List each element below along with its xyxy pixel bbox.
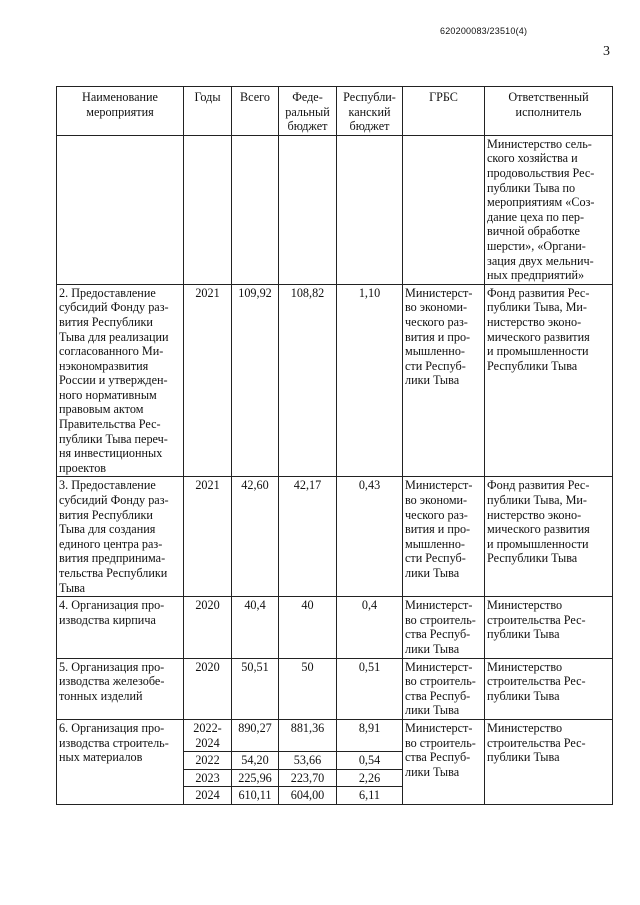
cell-federal: 40 [279,597,337,658]
header-republic: Республи- канский бюджет [337,87,403,136]
cell-year: 2022- 2024 [184,719,232,751]
cell-total [232,135,279,284]
cell-grbs [403,135,485,284]
cell-total: 42,60 [232,477,279,597]
cell-republic: 0,4 [337,597,403,658]
cell-responsible: Фонд развития Рес- публики Тыва, Ми- нистерство эконо- мического развития и промышленности Республики Тыва [485,477,613,597]
cell-total: 40,4 [232,597,279,658]
cell-total: 109,92 [232,284,279,477]
cell-year: 2020 [184,597,232,658]
cell-republic: 2,26 [337,769,403,787]
cell-republic: 1,10 [337,284,403,477]
header-years: Годы [184,87,232,136]
cell-republic: 0,51 [337,658,403,719]
activities-table [56,86,613,805]
cell-grbs: Министерст- во строитель- ства Респуб- лики Тыва [403,597,485,658]
cell-responsible: Министерство строительства Рес- публики Тыва [485,719,613,804]
cell-name: 6. Организация про- изводства строитель- ных материалов [57,719,184,804]
cell-republic: 0,43 [337,477,403,597]
cell-republic [337,135,403,284]
table-row [57,597,613,658]
table-row-continuation [57,135,613,284]
cell-federal: 604,00 [279,787,337,805]
cell-grbs: Министерст- во строитель- ства Респуб- лики Тыва [403,719,485,804]
table-row [57,284,613,477]
header-name: Наименование мероприятия [57,87,184,136]
page-number: 3 [603,44,610,59]
cell-responsible: Министерство сель- ского хозяйства и продовольствия Рес- публики Тыва по мероприятиям «Соз- дание цеха по пер- вичной обработке шерсти», «Органи- зация двух мельнич- ных предприятий» [485,135,613,284]
cell-responsible: Министерство строительства Рес- публики Тыва [485,658,613,719]
cell-name: 2. Предоставление субсидий Фонду раз- вития Республики Тыва для реализации согласованного Ми- нэкономразвития России и утвержден- ного нормативным правовым актом Правительства Рес- публики Тыва переч- ня инвестиционных проектов [57,284,184,477]
cell-republic: 8,91 [337,719,403,751]
cell-year: 2023 [184,769,232,787]
document-id: 620200083/23510(4) [440,26,528,36]
cell-year [184,135,232,284]
cell-name: 3. Предоставление субсидий Фонду раз- вития Республики Тыва для создания единого центра раз- вития предпринима- тельства Республики Тыва [57,477,184,597]
cell-grbs: Министерст- во экономи- ческого раз- вития и про- мышленно- сти Респуб- лики Тыва [403,477,485,597]
cell-federal: 108,82 [279,284,337,477]
cell-year: 2022 [184,752,232,770]
header-federal: Феде- ральный бюджет [279,87,337,136]
cell-grbs: Министерст- во экономи- ческого раз- вития и про- мышленно- сти Респуб- лики Тыва [403,284,485,477]
cell-federal: 881,36 [279,719,337,751]
cell-responsible: Фонд развития Рес- публики Тыва, Ми- нистерство эконо- мического развития и промышленности Республики Тыва [485,284,613,477]
cell-year: 2020 [184,658,232,719]
header-total: Всего [232,87,279,136]
cell-total: 610,11 [232,787,279,805]
table-row [57,719,613,751]
cell-republic: 0,54 [337,752,403,770]
cell-federal: 42,17 [279,477,337,597]
cell-federal: 53,66 [279,752,337,770]
cell-republic: 6,11 [337,787,403,805]
cell-total: 225,96 [232,769,279,787]
table-header-row [57,87,613,136]
cell-responsible: Министерство строительства Рес- публики Тыва [485,597,613,658]
table-row [57,658,613,719]
cell-federal [279,135,337,284]
cell-name: 5. Организация про- изводства железобе- тонных изделий [57,658,184,719]
cell-name: 4. Организация про- изводства кирпича [57,597,184,658]
cell-grbs: Министерст- во строитель- ства Респуб- лики Тыва [403,658,485,719]
table-row [57,477,613,597]
cell-year: 2021 [184,284,232,477]
cell-federal: 50 [279,658,337,719]
cell-total: 54,20 [232,752,279,770]
header-responsible: Ответственный исполнитель [485,87,613,136]
cell-year: 2021 [184,477,232,597]
cell-total: 50,51 [232,658,279,719]
cell-federal: 223,70 [279,769,337,787]
cell-total: 890,27 [232,719,279,751]
cell-name [57,135,184,284]
header-grbs: ГРБС [403,87,485,136]
cell-year: 2024 [184,787,232,805]
